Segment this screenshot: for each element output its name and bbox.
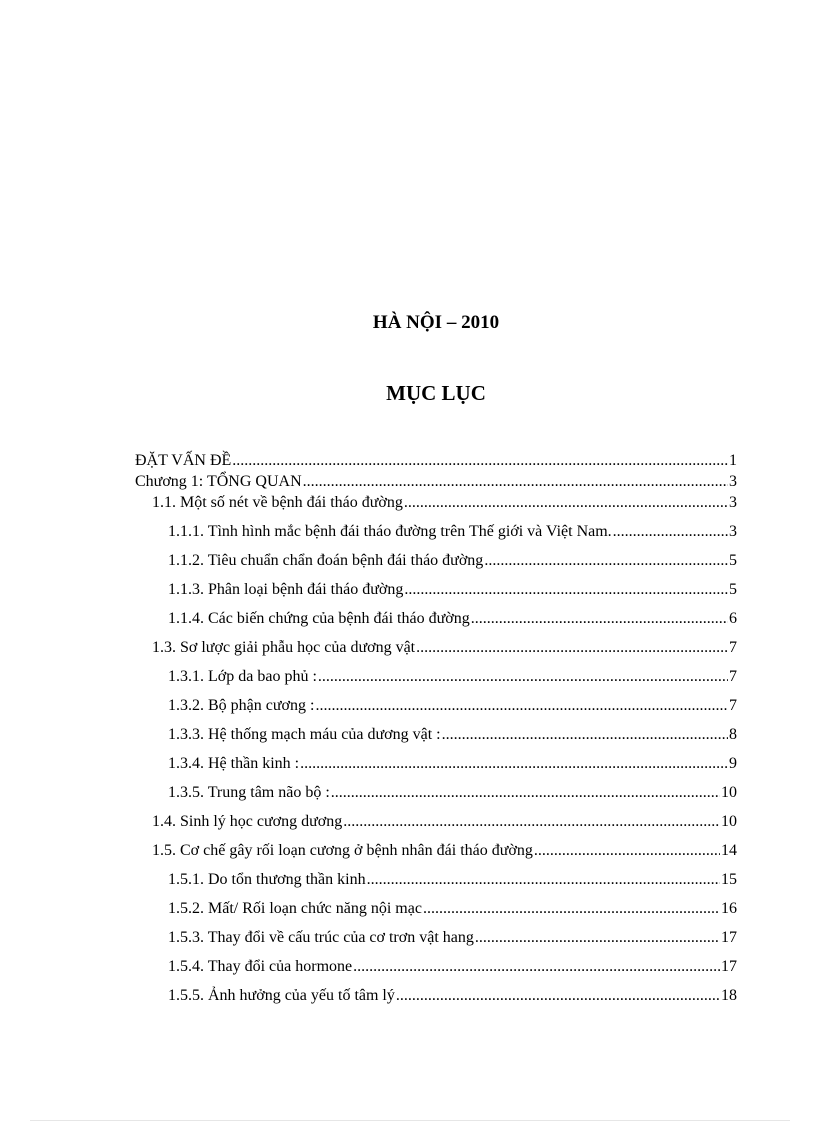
toc-leader-dots: [534, 841, 720, 861]
toc-leader-dots: [367, 870, 720, 890]
toc-entry-text: 1.3.1. Lớp da bao phủ :: [168, 668, 317, 685]
toc-entry[interactable]: [135, 451, 737, 471]
toc-leader-dots: [416, 638, 728, 658]
toc-entry[interactable]: [168, 609, 737, 629]
toc-entry[interactable]: [168, 696, 737, 716]
toc-leader-dots: [423, 899, 720, 919]
toc-entry-text: 1.1.3. Phân loại bệnh đái tháo đường: [168, 581, 404, 598]
toc-entry[interactable]: [168, 899, 737, 919]
toc-entry-text: 1.1.2. Tiêu chuẩn chẩn đoán bệnh đái tháo đường: [168, 552, 484, 569]
toc-entry-page: 18: [721, 987, 737, 1004]
toc-entry[interactable]: [168, 754, 737, 774]
toc-entry-text: 1.4. Sinh lý học cương dương: [152, 813, 343, 830]
toc-entry[interactable]: [152, 841, 737, 861]
toc-entry-page: 7: [729, 697, 737, 714]
toc-entry-page: 3: [729, 473, 737, 490]
toc-entry-text: 1.3. Sơ lược giải phẫu học của dương vật: [152, 639, 416, 656]
toc-entry-text: 1.3.4. Hệ thần kinh :: [168, 755, 300, 772]
toc-entry[interactable]: [168, 986, 737, 1006]
toc-entry-page: 3: [729, 494, 737, 511]
toc-entry-text: ĐẶT VẤN ĐỀ: [135, 452, 232, 469]
toc-entry[interactable]: [168, 870, 737, 890]
toc-leader-dots: [315, 696, 728, 716]
toc-leader-dots: [331, 783, 720, 803]
toc-leader-dots: [613, 522, 728, 542]
toc-entry-text: 1.5.2. Mất/ Rối loạn chức năng nội mạc: [168, 900, 422, 917]
toc-leader-dots: [300, 754, 728, 774]
toc-entry[interactable]: [168, 957, 737, 977]
toc-entry-text: 1.3.2. Bộ phận cương :: [168, 697, 315, 714]
toc-entry[interactable]: [152, 812, 737, 832]
toc-entry[interactable]: [168, 551, 737, 571]
toc-entry-page: 7: [729, 639, 737, 656]
toc-entry-page: 3: [729, 523, 737, 540]
toc-entry-text: 1.5.5. Ảnh hưởng của yếu tố tâm lý: [168, 987, 395, 1004]
toc-leader-dots: [442, 725, 728, 745]
toc-entry-text: 1.5.1. Do tổn thương thần kinh: [168, 871, 366, 888]
toc-leader-dots: [396, 986, 720, 1006]
toc-entry[interactable]: [168, 725, 737, 745]
toc-entry[interactable]: [168, 928, 737, 948]
toc-entry[interactable]: [135, 472, 737, 492]
toc-leader-dots: [484, 551, 728, 571]
toc-title: MỤC LỤC: [386, 381, 486, 405]
toc-entry[interactable]: [168, 580, 737, 600]
toc-leader-dots: [232, 451, 728, 471]
toc-entry-page: 17: [721, 958, 737, 975]
toc-entry-page: 5: [729, 552, 737, 569]
toc-leader-dots: [343, 812, 720, 832]
toc-leader-dots: [318, 667, 728, 687]
toc-entry-page: 6: [729, 610, 737, 627]
toc-leader-dots: [404, 493, 728, 513]
toc-entry-text: 1.5.4. Thay đổi của hormone: [168, 958, 353, 975]
toc-entry-page: 10: [721, 784, 737, 801]
toc-leader-dots: [404, 580, 728, 600]
toc-entry-page: 10: [721, 813, 737, 830]
toc-entry-page: 16: [721, 900, 737, 917]
toc-entry-text: 1.1.1. Tình hình mắc bệnh đái tháo đường trên Thế giới và Việt Nam.: [168, 523, 612, 540]
toc-entry-page: 1: [729, 452, 737, 469]
toc-entry-text: 1.1. Một số nét về bệnh đái tháo đường: [152, 494, 403, 511]
toc-entry-page: 14: [721, 842, 737, 859]
toc-entry-text: 1.3.3. Hệ thống mạch máu của dương vật :: [168, 726, 441, 743]
toc-entry-page: 17: [721, 929, 737, 946]
toc-entry-text: 1.3.5. Trung tâm não bộ :: [168, 784, 330, 801]
toc-entry-page: 5: [729, 581, 737, 598]
toc-entry[interactable]: [168, 667, 737, 687]
toc-leader-dots: [471, 609, 728, 629]
page-bottom-edge: [30, 1120, 790, 1121]
toc-leader-dots: [353, 957, 720, 977]
toc-entry-page: 15: [721, 871, 737, 888]
toc-entry-text: 1.1.4. Các biến chứng của bệnh đái tháo đường: [168, 610, 470, 627]
place-year-heading: HÀ NỘI – 2010: [372, 312, 500, 333]
toc-entry[interactable]: [168, 783, 737, 803]
toc-entry[interactable]: [168, 522, 737, 542]
toc-entry-page: 7: [729, 668, 737, 685]
toc-entry-page: 8: [729, 726, 737, 743]
toc-entry[interactable]: [152, 493, 737, 513]
toc-entry-text: 1.5.3. Thay đổi về cấu trúc của cơ trơn vật hang: [168, 929, 474, 946]
toc-entry-page: 9: [729, 755, 737, 772]
toc-leader-dots: [475, 928, 720, 948]
toc-leader-dots: [303, 472, 728, 492]
toc-entry-text: 1.5. Cơ chế gây rối loạn cương ở bệnh nhân đái tháo đường: [152, 842, 533, 859]
toc-entry-text: Chương 1: TỔNG QUAN: [135, 473, 302, 490]
toc-entry[interactable]: [152, 638, 737, 658]
